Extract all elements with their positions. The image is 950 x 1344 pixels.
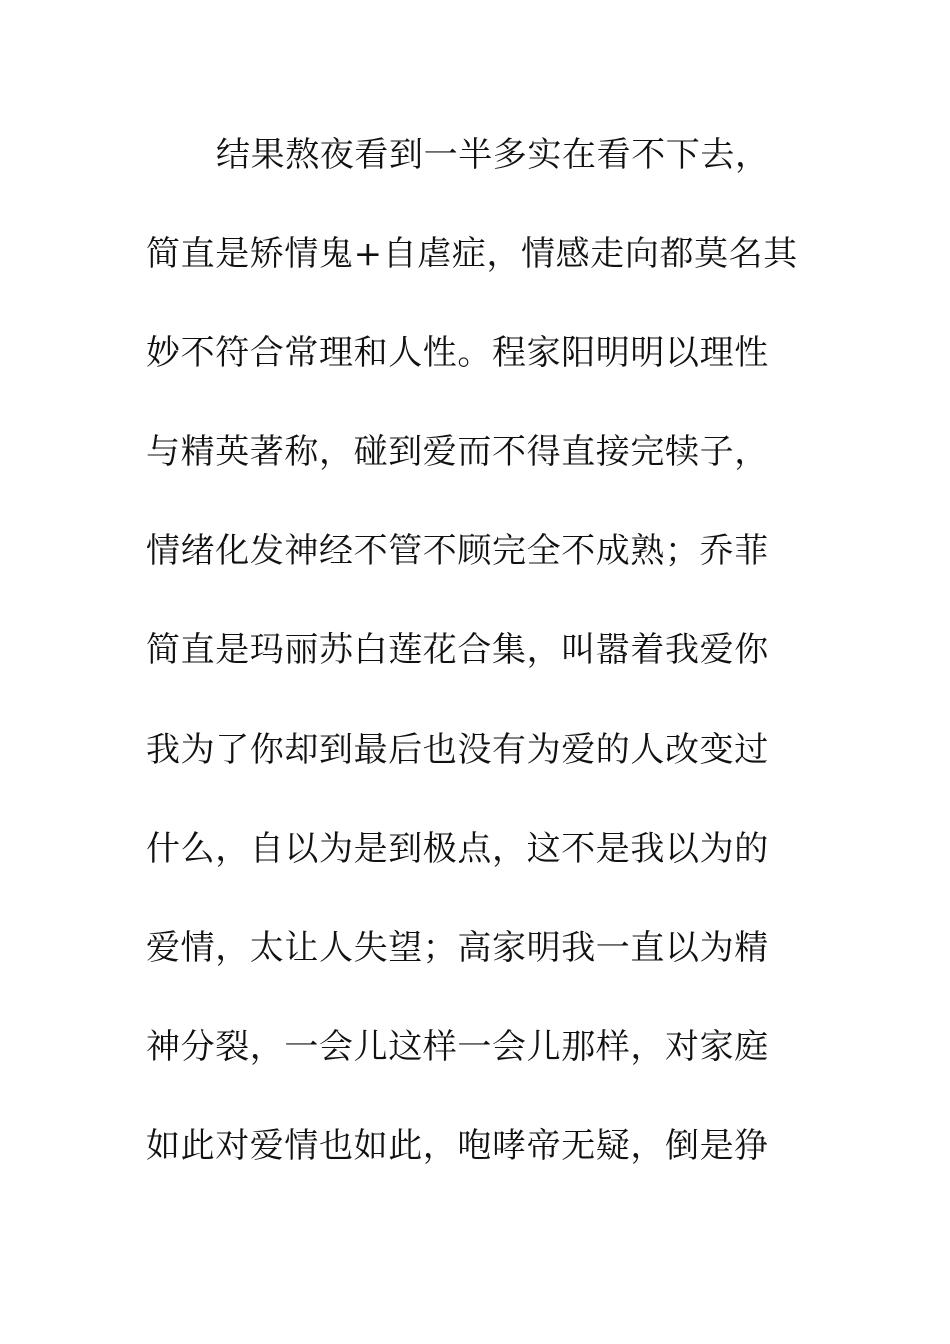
text-line: 结果熬夜看到一半多实在看不下去， [216, 135, 770, 175]
text-line: 简直是矫情鬼+自虐症，情感走向都莫名其 [146, 234, 798, 275]
text-line: 神分裂，一会儿这样一会儿那样，对家庭 [146, 1026, 769, 1067]
body-paragraph [146, 125, 816, 1215]
text-line: 如此对爱情也如此，咆哮帝无疑，倒是狰 [146, 1125, 769, 1166]
text-line: 与精英著称，碰到爱而不得直接完犊子， [146, 432, 769, 473]
text-line: 简直是玛丽苏白莲花合集，叫嚣着我爱你 [146, 630, 769, 671]
text-line: 什么，自以为是到极点，这不是我以为的 [146, 828, 769, 869]
text-line: 情绪化发神经不管不顾完全不成熟；乔菲 [146, 531, 769, 572]
text-line: 我为了你却到最后也没有为爱的人改变过 [146, 729, 769, 770]
text-line: 妙不符合常理和人性。程家阳明明以理性 [146, 333, 769, 374]
text-line: 爱情，太让人失望；高家明我一直以为精 [146, 927, 769, 968]
